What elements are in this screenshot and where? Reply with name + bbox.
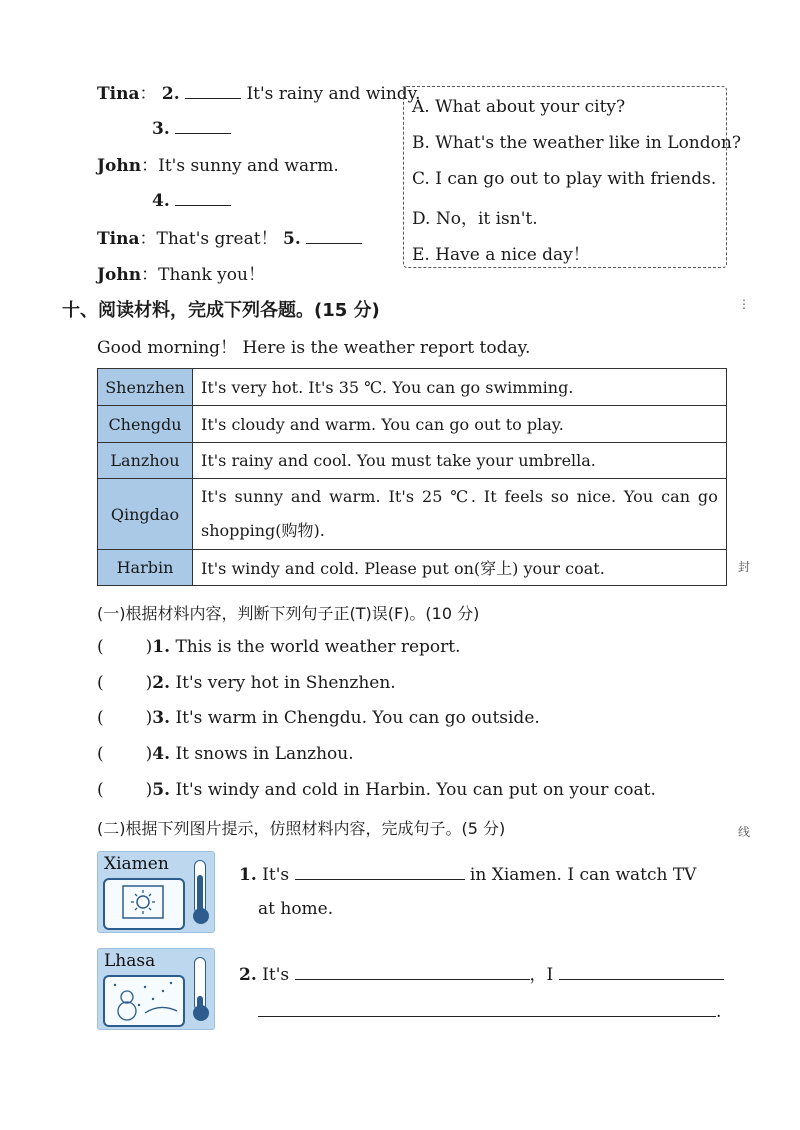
city-cell: Lanzhou	[98, 443, 193, 479]
option-a: A. What about your city?	[412, 97, 626, 117]
option-d: D. No，it isn't.	[412, 209, 538, 229]
section-intro: Good morning！ Here is the weather report today.	[97, 338, 531, 358]
binding-mark: 封	[737, 560, 750, 574]
thermometer-bulb	[193, 1005, 209, 1021]
snowman-icon	[105, 977, 183, 1025]
answer-blank-2[interactable]	[185, 82, 241, 99]
q-text: ，I	[529, 965, 554, 985]
snow-scene-icon	[103, 975, 185, 1027]
tf-item-4	[97, 744, 354, 764]
q-text: in Xiamen. I can watch TV	[469, 865, 697, 885]
paren-open: (	[97, 637, 104, 657]
table-row	[98, 550, 727, 586]
desc-line-2: shopping(购物).	[201, 521, 325, 540]
item-text: It's warm in Chengdu. You can go outside.	[175, 708, 540, 728]
item-number: 2.	[152, 673, 171, 693]
period: .	[716, 1002, 722, 1022]
q-number: 1.	[239, 865, 257, 885]
question-number: 4.	[152, 191, 170, 211]
q-text: It's	[262, 865, 290, 885]
paren-close: )	[145, 744, 153, 764]
q2-answer-blank-1[interactable]	[295, 963, 530, 980]
dialogue-text: That's great！	[156, 229, 278, 249]
dialogue-text: It's sunny and warm.	[158, 156, 339, 176]
speaker: Tina	[97, 84, 140, 104]
q2-line-2	[258, 1000, 721, 1022]
q2-line-1	[239, 960, 724, 985]
item-text: It's very hot in Shenzhen.	[175, 673, 396, 693]
option-b: B. What's the weather like in London?	[412, 133, 741, 153]
q1-answer-blank[interactable]	[295, 863, 465, 880]
speaker: John	[97, 265, 142, 285]
tv-icon	[103, 878, 185, 930]
table-row	[98, 443, 727, 479]
lhasa-picture-card	[97, 948, 215, 1030]
desc-cell: It's cloudy and warm. You can go out to play.	[193, 406, 727, 443]
thermometer-icon	[194, 860, 206, 914]
question-number: 3.	[152, 119, 170, 139]
dialogue-line-6	[97, 260, 265, 285]
section-title: 十、阅读材料，完成下列各题。(15 分)	[62, 300, 380, 321]
paren-open: (	[97, 708, 104, 728]
answer-blank-3[interactable]	[175, 117, 231, 134]
tf-item-5	[97, 780, 656, 800]
card-city-name: Lhasa	[104, 951, 156, 971]
card-city-name: Xiamen	[104, 854, 169, 874]
paren-close: )	[145, 780, 153, 800]
dialogue-line-1	[97, 79, 420, 104]
binding-mark: 线	[737, 825, 750, 839]
option-e: E. Have a nice day！	[412, 245, 590, 265]
separator: ：	[141, 156, 159, 176]
city-cell: Shenzhen	[98, 369, 193, 406]
table-row	[98, 369, 727, 406]
paren-close: )	[145, 637, 153, 657]
city-cell: Harbin	[98, 550, 193, 586]
q-text: It's	[262, 965, 290, 985]
dialogue-line-4	[152, 189, 231, 211]
item-number: 1.	[152, 637, 171, 657]
desc-cell: It's rainy and cool. You must take your umbrella.	[193, 443, 727, 479]
q2-answer-blank-2[interactable]	[559, 963, 724, 980]
desc-cell: It's very hot. It's 35 ℃. You can go swimming.	[193, 369, 727, 406]
dialogue-text: Thank you！	[158, 265, 265, 285]
part1-title: (一)根据材料内容，判断下列句子正(T)误(F)。(10 分)	[97, 604, 480, 623]
item-number: 5.	[152, 780, 171, 800]
answer-blank-5[interactable]	[306, 227, 362, 244]
separator: ：	[139, 84, 157, 104]
dialogue-text: It's rainy and windy.	[246, 84, 421, 104]
q1-line-1	[239, 863, 696, 885]
sun-icon	[105, 880, 183, 928]
xiamen-picture-card	[97, 851, 215, 933]
q-number: 2.	[239, 965, 257, 985]
tf-item-3	[97, 708, 540, 728]
paren-open: (	[97, 744, 104, 764]
paren-open: (	[97, 780, 104, 800]
paren-close: )	[145, 673, 153, 693]
option-c: C. I can go out to play with friends.	[412, 169, 717, 189]
q2-answer-blank-3[interactable]	[258, 1000, 716, 1017]
item-text: It's windy and cold in Harbin. You can put on your coat.	[175, 780, 656, 800]
dialogue-line-2	[152, 117, 231, 139]
table-row	[98, 479, 727, 550]
item-text: It snows in Lanzhou.	[175, 744, 354, 764]
part2-title: (二)根据下列图片提示，仿照材料内容，完成句子。(5 分)	[97, 819, 506, 838]
thermometer-bulb	[193, 908, 209, 924]
speaker: John	[97, 156, 142, 176]
tf-item-1	[97, 637, 461, 657]
desc-cell	[193, 479, 727, 550]
desc-line-1: It's sunny and warm. It's 25 ℃. It feels so nice. You can go	[201, 487, 718, 506]
item-number: 4.	[152, 744, 171, 764]
city-cell: Chengdu	[98, 406, 193, 443]
q1-line-2: at home.	[258, 899, 334, 919]
separator: ：	[139, 229, 157, 249]
paren-close: )	[145, 708, 153, 728]
answer-blank-4[interactable]	[175, 189, 231, 206]
question-number: 2.	[161, 84, 180, 104]
options-box	[403, 86, 741, 268]
weather-table	[97, 368, 727, 586]
binding-mark: ⋮	[738, 297, 750, 311]
dialogue-line-3	[97, 151, 339, 176]
city-cell: Qingdao	[98, 479, 193, 550]
paren-open: (	[97, 673, 104, 693]
table-row	[98, 406, 727, 443]
item-number: 3.	[152, 708, 171, 728]
speaker: Tina	[97, 229, 140, 249]
dialogue-line-5	[97, 224, 362, 249]
desc-cell: It's windy and cold. Please put on(穿上) your coat.	[193, 550, 727, 586]
thermometer-icon	[194, 957, 206, 1011]
separator: ：	[141, 265, 159, 285]
item-text: This is the world weather report.	[175, 637, 461, 657]
tf-item-2	[97, 673, 396, 693]
question-number: 5.	[282, 229, 301, 249]
